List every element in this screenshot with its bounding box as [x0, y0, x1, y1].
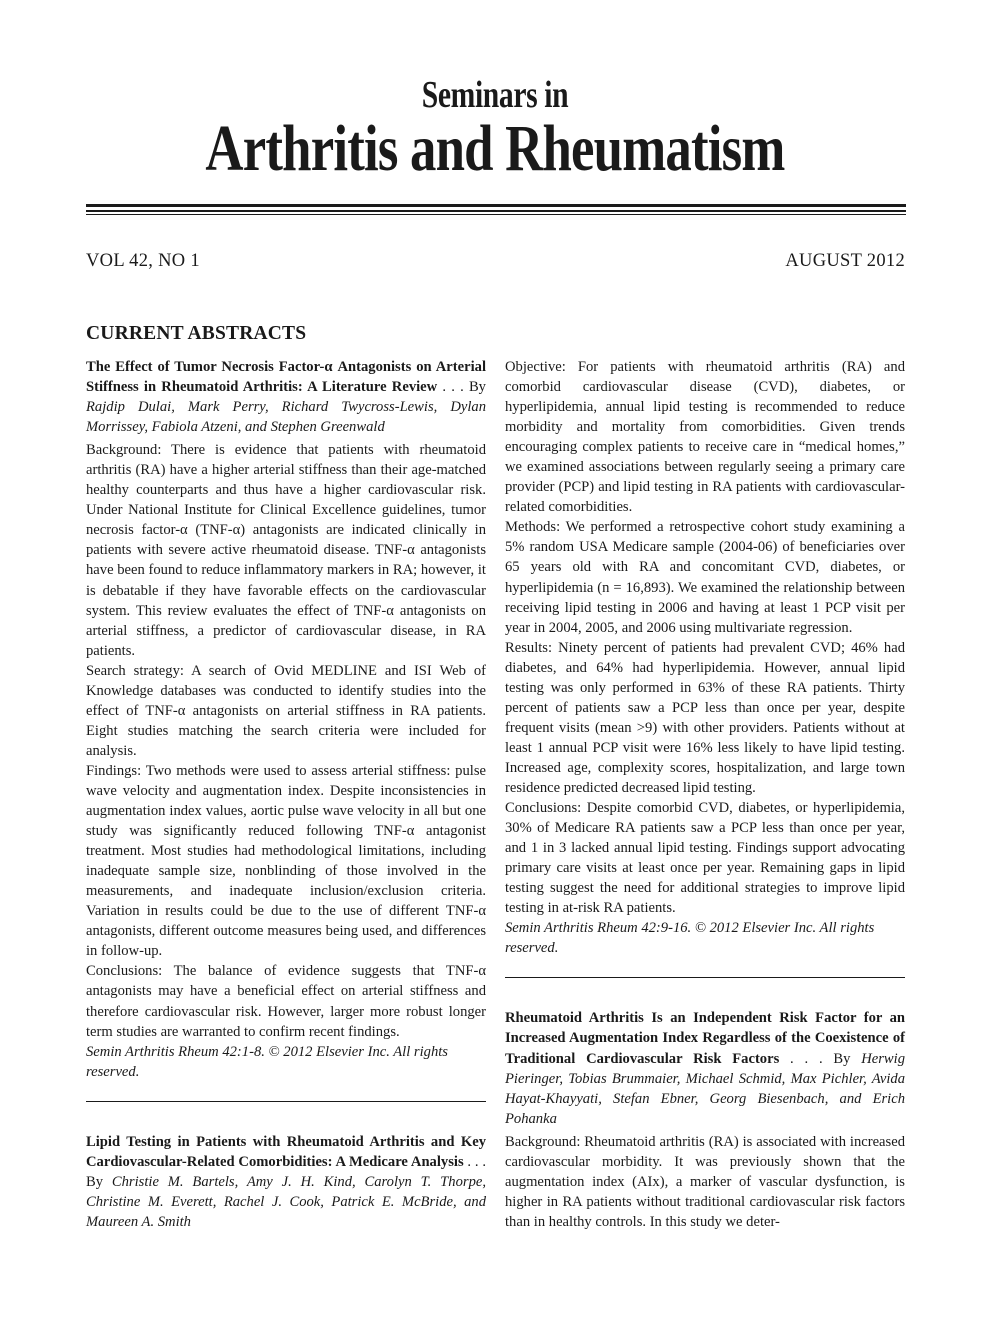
section-heading: CURRENT ABSTRACTS: [86, 323, 307, 344]
article-3-byline-separator: . . . By: [779, 1050, 862, 1067]
article-1-authors: Rajdip Dulai, Mark Perry, Richard Twycross-Lewis, Dylan Morrissey, Fabiola Atzeni, and Stephen Greenwald: [86, 399, 486, 436]
article-divider: [505, 977, 905, 978]
journal-masthead: [0, 74, 990, 184]
article-2-objective: Objective: For patients with rheumatoid arthritis (RA) and comorbid cardiovascular disease (CVD), diabetes, or hyperlipidemia, annual lipid testing is recommended to reduce morbidity and mortality from comorbidities. Given trends encouraging complex patients to receive care in “medical homes,” we examined associations between regularly seeing a primary care provider (PCP) and lipid testing in RA patients with cardiovascular-related comorbidities.: [505, 359, 905, 516]
article-1-byline-separator: . . . By: [437, 379, 486, 396]
article-3: [505, 1008, 905, 1232]
article-3-title: Rheumatoid Arthritis Is an Independent Risk Factor for an Increased Augmentation Index Regardless of the Coexistence of Traditional Cardiovascular Risk Factors: [505, 1010, 905, 1067]
article-2-conclusions: Conclusions: Despite comorbid CVD, diabetes, or hyperlipidemia, 30% of Medicare RA patients saw a PCP less than once per year, and 1 in 3 lacked annual lipid testing. Findings support advocating primary care visits at least once per year. Remaining gaps in lipid testing suggest the need for additional strategies to improve lipid testing in at-risk RA patients.: [505, 800, 905, 917]
right-column: [505, 357, 905, 1232]
article-2-heading: [86, 1132, 486, 1232]
article-1-title: The Effect of Tumor Necrosis Factor-α Antagonists on Arterial Stiffness in Rheumatoid Arthritis: A Literature Review: [86, 359, 486, 396]
article-3-background: Background: Rheumatoid arthritis (RA) is associated with increased cardiovascular morbidity. It was previously shown that the augmentation index (AIx), a marker of vascular dysfunction, is higher in RA patients without traditional cardiovascular risk factors than in healthy controls. In this study we deter-: [505, 1133, 905, 1230]
article-1-background: Background: There is evidence that patients with rheumatoid arthritis (RA) have a higher arterial stiffness than their age-matched healthy counterparts and thus have a higher cardiovascular risk. Under National Institute for Clinical Excellence guidelines, tumor necrosis factor-α (TNF-α) antagonists are indicated clinically in patients with severe active rheumatoid disease. TNF-α antagonists have been found to reduce inflammatory markers in RA; however, it is debatable if they have favorable effects on the cardiovascular system. This review evaluates the effect of TNF-α antagonists on arterial stiffness, a predictor of cardiovascular disease, in RA patients.: [86, 442, 486, 659]
article-3-heading: [505, 1008, 905, 1128]
article-2-byline-separator: . . . By: [86, 1153, 486, 1190]
volume-number: VOL 42, NO 1: [86, 251, 200, 271]
masthead-rule-bottom: [86, 214, 906, 215]
left-column: [86, 357, 486, 1232]
article-divider: [86, 1101, 486, 1102]
article-1-citation: Semin Arthritis Rheum 42:1-8. © 2012 Elsevier Inc. All rights reserved.: [86, 1043, 448, 1080]
article-1-search-strategy: Search strategy: A search of Ovid MEDLINE and ISI Web of Knowledge databases was conducted to identify studies into the effect of TNF-α antagonists on arterial stiffness in RA patients. Eight studies matching the search criteria were included for analysis.: [86, 662, 486, 759]
journal-title-line2: Arthritis and Rheumatism: [205, 112, 785, 185]
article-2-title: Lipid Testing in Patients with Rheumatoid Arthritis and Key Cardiovascular-Related Comorbidities: A Medicare Analysis: [86, 1133, 486, 1170]
masthead-rule-middle: [86, 210, 906, 212]
article-1-heading: [86, 357, 486, 437]
journal-title-line1: Seminars in: [421, 74, 569, 116]
masthead-rule-top: [86, 204, 906, 207]
article-2-authors: Christie M. Bartels, Amy J. H. Kind, Carolyn T. Thorpe, Christine M. Everett, Rachel J. Cook, Patrick E. McBride, and Maureen A. Smith: [86, 1173, 486, 1230]
issue-date: AUGUST 2012: [785, 251, 905, 271]
article-2-results: Results: Ninety percent of patients had prevalent CVD; 46% had diabetes, and 64% had hyperlipidemia. However, annual lipid testing was only performed in 63% of these RA patients. Thirty percent of patients saw a PCP less than once per year, despite frequent visits (mean >9) with other providers. Patients without at least 1 annual PCP visit were 16% less likely to have lipid testing. Increased age, complexity scores, hospitalization, and large town residence predicted decreased lipid testing.: [505, 639, 905, 796]
article-2-methods: Methods: We performed a retrospective cohort study examining a 5% random USA Medicare sample (2004-06) of beneficiaries over 65 years old with RA and concomitant CVD, diabetes, or hyperlipidemia (n = 16,893). We examined the relationship between receiving lipid testing in 2006 and having at least 1 PCP visit per year in 2004, 2005, and 2006 using multivariate regression.: [505, 519, 905, 636]
article-2-body: [505, 357, 905, 958]
article-2-header: [86, 1132, 486, 1232]
article-3-authors: Herwig Pieringer, Tobias Brummaier, Michael Schmid, Max Pichler, Avida Hayat-Khayyati, Stefan Ebner, Georg Biesenbach, and Erich Pohanka: [505, 1050, 905, 1127]
article-1-findings: Findings: Two methods were used to assess arterial stiffness: pulse wave velocity and augmentation index. Despite inconsistencies in augmentation index values, aortic pulse wave velocity in all but one study was significantly reduced following TNF-α antagonist treatment. Most studies had methodological limitations, including inadequate sample size, nonblinding of those involved in the measurements, and inadequate inclusion/exclusion criteria. Variation in results could be due to the use of different TNF-α antagonists, different outcome measures being used, and differences in follow-up.: [86, 762, 486, 960]
article-1-conclusions: Conclusions: The balance of evidence suggests that TNF-α antagonists may have a beneficial effect on arterial stiffness and therefore cardiovascular risk. However, larger more robust longer term studies are warranted to confirm recent findings.: [86, 963, 486, 1040]
article-2-citation: Semin Arthritis Rheum 42:9-16. © 2012 Elsevier Inc. All rights reserved.: [505, 920, 875, 957]
article-1: [86, 357, 486, 1082]
